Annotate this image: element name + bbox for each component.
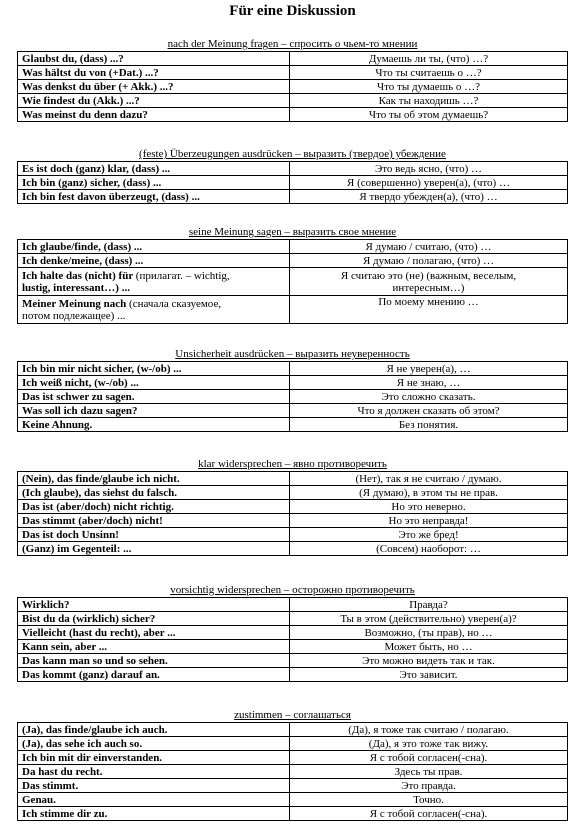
russian-translation: Это же бред! (290, 528, 568, 542)
russian-translation: Я не знаю, … (290, 376, 568, 390)
table-row (18, 779, 568, 793)
table-row (18, 190, 568, 204)
section-heading: nach der Meinung fragen – спросить о чьем-то мнении (167, 38, 418, 50)
grammar-note: (сначала сказуемое, (129, 297, 222, 310)
german-phrase: Ich bin (ganz) sicher, (dass) ... (18, 176, 290, 190)
russian-translation: Что ты об этом думаешь? (290, 108, 568, 122)
russian-translation: Но это неверно. (290, 500, 568, 514)
table-row (18, 296, 568, 324)
german-phrase: Das kann man so und so sehen. (18, 654, 290, 668)
phrase-table (17, 597, 568, 682)
german-phrase-text: Meiner Meinung nach (22, 297, 127, 310)
phrase-table (17, 361, 568, 432)
section-heading: vorsichtig widersprechen – осторожно противоречить (170, 584, 415, 596)
table-row (18, 612, 568, 626)
german-phrase: (Nein), das finde/glaube ich nicht. (18, 472, 290, 486)
russian-translation: Я твердо убежден(а), (что) … (290, 190, 568, 204)
table-row (18, 66, 568, 80)
table-row (18, 807, 568, 821)
table-row (18, 500, 568, 514)
table-row (18, 108, 568, 122)
table-row (18, 254, 568, 268)
page-title: Für eine Diskussion (229, 3, 356, 19)
phrase-table (17, 51, 568, 122)
german-phrase: Das ist (aber/doch) nicht richtig. (18, 500, 290, 514)
table-row (18, 404, 568, 418)
german-phrase: Das ist doch Unsinn! (18, 528, 290, 542)
russian-translation-text: Я считаю это (не) (важным, веселым, (340, 269, 517, 282)
grammar-note: (прилагат. – wichtig, (135, 269, 230, 282)
table-row (18, 472, 568, 486)
german-phrase: Wirklich? (18, 598, 290, 612)
russian-translation-text-cont: интересным…) (392, 281, 465, 294)
german-phrase: Ich denke/meine, (dass) ... (18, 254, 290, 268)
russian-translation: Что ты считаешь о …? (290, 66, 568, 80)
russian-translation: По моему мнению … (290, 296, 568, 324)
russian-translation: Возможно, (ты прав), но … (290, 626, 568, 640)
german-phrase: Wie findest du (Akk.) ...? (18, 94, 290, 108)
german-phrase: Was meinst du denn dazu? (18, 108, 290, 122)
russian-translation: Это можно видеть так и так. (290, 654, 568, 668)
german-phrase: Keine Ahnung. (18, 418, 290, 432)
german-phrase: Das stimmt (aber/doch) nicht! (18, 514, 290, 528)
german-phrase (18, 296, 290, 324)
german-phrase: Bist du da (wirklich) sicher? (18, 612, 290, 626)
table-row (18, 514, 568, 528)
russian-translation: (Совсем) наоборот: … (290, 542, 568, 556)
german-phrase: Ich stimme dir zu. (18, 807, 290, 821)
german-phrase: Da hast du recht. (18, 765, 290, 779)
german-phrase: Ich bin fest davon überzeugt, (dass) ... (18, 190, 290, 204)
german-phrase: Es ist doch (ganz) klar, (dass) ... (18, 162, 290, 176)
phrase-table (17, 471, 568, 556)
russian-translation: Ты в этом (действительно) уверен(а)? (290, 612, 568, 626)
russian-translation: Думаешь ли ты, (что) …? (290, 52, 568, 66)
section-heading: klar widersprechen – явно противоречить (198, 458, 387, 470)
german-phrase: Ich glaube/finde, (dass) ... (18, 240, 290, 254)
russian-translation: (Нет), так я не считаю / думаю. (290, 472, 568, 486)
russian-translation: (Я думаю), в этом ты не прав. (290, 486, 568, 500)
russian-translation: Как ты находишь …? (290, 94, 568, 108)
german-phrase: Ich bin mit dir einverstanden. (18, 751, 290, 765)
russian-translation: Я с тобой согласен(-сна). (290, 807, 568, 821)
table-row (18, 176, 568, 190)
table-row (18, 418, 568, 432)
table-row (18, 362, 568, 376)
table-row (18, 268, 568, 296)
table-row (18, 376, 568, 390)
russian-translation: Без понятия. (290, 418, 568, 432)
german-phrase-text: Ich halte das (nicht) für (22, 269, 134, 282)
russian-translation: Но это неправда! (290, 514, 568, 528)
german-phrase: Ich weiß nicht, (w-/ob) ... (18, 376, 290, 390)
russian-translation: Это сложно сказать. (290, 390, 568, 404)
german-phrase: Ich bin mir nicht sicher, (w-/ob) ... (18, 362, 290, 376)
german-phrase-text-cont: lustig, interessant…) ... (22, 281, 130, 294)
section-heading: seine Meinung sagen – выразить свое мнение (188, 226, 397, 238)
german-phrase: Was hältst du von (+Dat.) ...? (18, 66, 290, 80)
german-phrase: (Ich glaube), das siehst du falsch. (18, 486, 290, 500)
table-row (18, 737, 568, 751)
russian-translation: Здесь ты прав. (290, 765, 568, 779)
table-row (18, 390, 568, 404)
russian-translation: Я думаю / полагаю, (что) … (290, 254, 568, 268)
table-row (18, 654, 568, 668)
german-phrase (18, 268, 290, 296)
table-row (18, 528, 568, 542)
russian-translation: Это ведь ясно, (что) … (290, 162, 568, 176)
phrase-table (17, 239, 568, 324)
german-phrase: Das stimmt. (18, 779, 290, 793)
table-row (18, 52, 568, 66)
phrase-table (17, 161, 568, 204)
russian-translation: Это зависит. (290, 668, 568, 682)
german-phrase: (Ganz) im Gegenteil: ... (18, 542, 290, 556)
russian-translation: (Да), я тоже так считаю / полагаю. (290, 723, 568, 737)
russian-translation: Правда? (290, 598, 568, 612)
table-row (18, 80, 568, 94)
german-phrase: Was denkst du über (+ Akk.) ...? (18, 80, 290, 94)
phrase-table (17, 722, 568, 821)
german-phrase: Was soll ich dazu sagen? (18, 404, 290, 418)
russian-translation: Я (совершенно) уверен(а), (что) … (290, 176, 568, 190)
russian-translation: Я думаю / считаю, (что) … (290, 240, 568, 254)
table-row (18, 626, 568, 640)
russian-translation: Что ты думаешь о …? (290, 80, 568, 94)
table-row (18, 668, 568, 682)
table-row (18, 640, 568, 654)
table-row (18, 162, 568, 176)
german-phrase: Glaubst du, (dass) ...? (18, 52, 290, 66)
german-phrase: Das ist schwer zu sagen. (18, 390, 290, 404)
table-row (18, 240, 568, 254)
russian-translation: Что я должен сказать об этом? (290, 404, 568, 418)
table-row (18, 598, 568, 612)
russian-translation: Я с тобой согласен(-сна). (290, 751, 568, 765)
german-phrase: Das kommt (ganz) darauf an. (18, 668, 290, 682)
section-heading: Unsicherheit ausdrücken – выразить неуверенность (175, 348, 410, 360)
russian-translation: Я не уверен(а), … (290, 362, 568, 376)
table-row (18, 94, 568, 108)
table-row (18, 751, 568, 765)
russian-translation: Это правда. (290, 779, 568, 793)
german-phrase: Kann sein, aber ... (18, 640, 290, 654)
grammar-note-cont: потом подлежащее) ... (22, 309, 126, 322)
russian-translation: (Да), я это тоже так вижу. (290, 737, 568, 751)
table-row (18, 542, 568, 556)
table-row (18, 486, 568, 500)
german-phrase: Genau. (18, 793, 290, 807)
table-row (18, 765, 568, 779)
russian-translation: Может быть, но … (290, 640, 568, 654)
section-heading: zustimmen – соглашаться (234, 709, 351, 721)
russian-translation: Точно. (290, 793, 568, 807)
german-phrase: (Ja), das finde/glaube ich auch. (18, 723, 290, 737)
german-phrase: (Ja), das sehe ich auch so. (18, 737, 290, 751)
german-phrase: Vielleicht (hast du recht), aber ... (18, 626, 290, 640)
table-row (18, 723, 568, 737)
table-row (18, 793, 568, 807)
russian-translation (290, 268, 568, 296)
section-heading: (feste) Überzeugungen ausdrücken – выразить (твердое) убеждение (139, 148, 446, 160)
